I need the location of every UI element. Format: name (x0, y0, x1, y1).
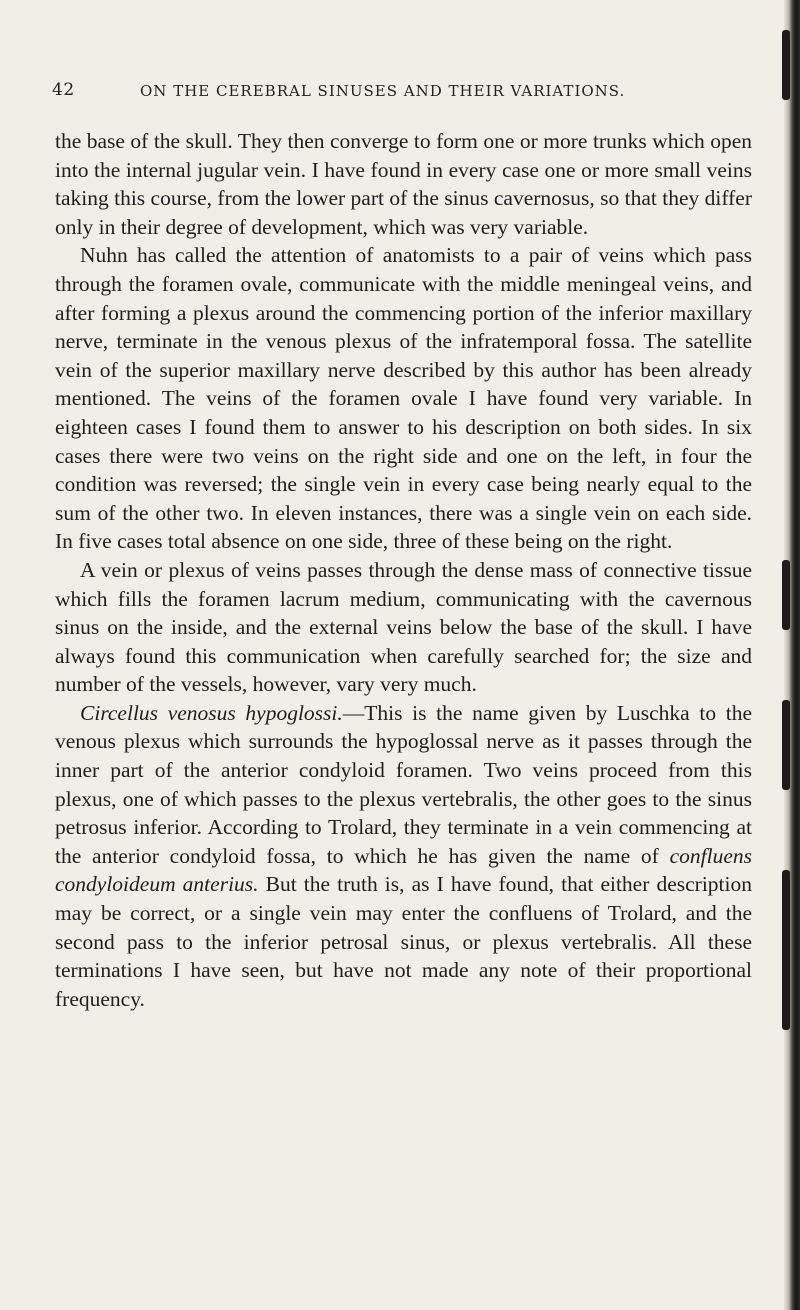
paragraph (55, 699, 752, 1014)
book-spine-edge (784, 0, 800, 1310)
italic-heading: Circellus venosus hypoglossi. (80, 700, 343, 725)
spine-shadow-bottom (782, 870, 790, 1030)
paragraph: the base of the skull. They then converge to form one or more trunks which open into the internal jugular vein. I have found in every case one or more small veins taking this course, from the lower part of the sinus cavernosus, so that they differ only in their degree of development, which was very variable. (55, 129, 752, 239)
body-text (55, 127, 752, 1013)
spine-shadow-top (782, 30, 790, 100)
spine-shadow-mid (782, 560, 790, 630)
paragraph: A vein or plexus of veins passes through the dense mass of connective tissue which fills the foramen lacrum medium, communicating with the cavernous sinus on the inside, and the external veins below the base of the skull. I have always found this communication when carefully searched for; the size and number of the vessels, however, vary very much. (55, 557, 752, 697)
page-number: 42 (52, 80, 75, 100)
paragraph: Nuhn has called the attention of anatomists to a pair of veins which pass through the foramen ovale, communicate with the middle meningeal veins, and after forming a plexus around the commencing portion of the inferior maxillary nerve, terminate in the venous plexus of the infratemporal fossa. The satellite vein of the superior maxillary nerve described by this author has been already mentioned. The veins of the foramen ovale I have found very variable. In eighteen cases I found them to answer to his description on both sides. In six cases there were two veins on the right side and one on the left, in four the condition was reversed; the single vein in every case being nearly equal to the sum of the other two. In eleven instances, there was a single vein on each side. In five cases total absence on one side, three of these being on the right. (55, 243, 752, 554)
paragraph-text: But the truth is, as I have found, that either description may be correct, or a single vein may enter the confluens of Trolard, and the second pass to the inferior petrosal sinus, or plexus vertebralis. All these terminations I have seen, but have not made any note of their proportional frequency. (55, 872, 753, 1011)
paragraph-text: —This is the name given by Luschka to the venous plexus which surrounds the hypoglossal nerve as it passes through the inner part of the anterior condyloid foramen. Two veins proceed from this plexus, one of which passes to the plexus vertebralis, the other goes to the sinus petrosus inferior. According to Trolard, they terminate in a vein commencing at the anterior condyloid fossa, to which he has given the name of (55, 700, 752, 868)
italic-term: confluens condyloideum anterius. (55, 843, 752, 897)
running-head: ON THE CEREBRAL SINUSES AND THEIR VARIATIONS. (140, 82, 626, 100)
spine-shadow-low (782, 700, 790, 790)
